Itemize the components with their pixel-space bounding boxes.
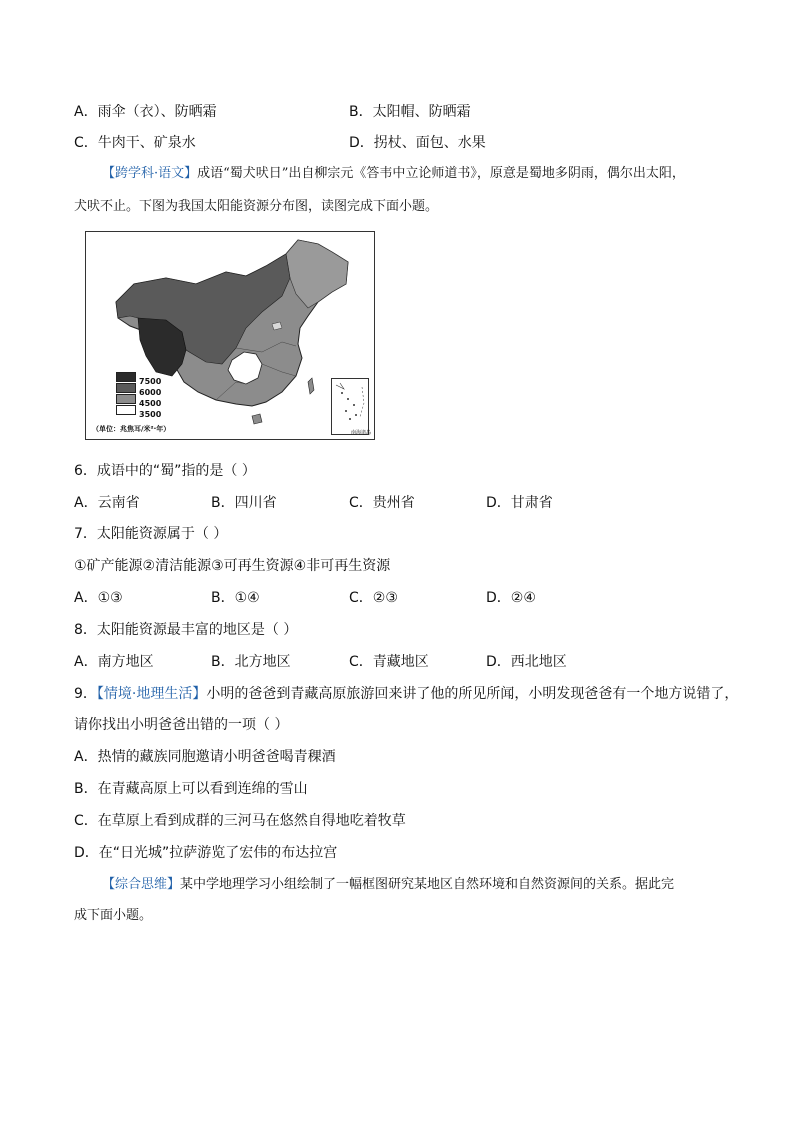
q8-option-d: D．西北地区	[486, 654, 567, 670]
q8-option-c: C．青藏地区	[349, 654, 429, 670]
intro1-line2: 犬吠不止。下图为我国太阳能资源分布图，读图完成下面小题。	[74, 199, 439, 214]
legend-swatch-4500	[116, 394, 136, 404]
q9-option-b: B．在青藏高原上可以看到连绵的雪山	[74, 781, 308, 797]
q7-option-c: C．②③	[349, 590, 398, 606]
solar-resource-map	[85, 231, 375, 440]
legend-swatch-7500	[116, 372, 136, 382]
q9-stem-line2: 请你找出小明爸爸出错的一项（ ）	[74, 717, 289, 733]
q5-option-c: C．牛肉干、矿泉水	[74, 135, 196, 151]
legend-swatch-6000	[116, 383, 136, 393]
q5-option-a: A．雨伞（衣）、防晒霜	[74, 104, 217, 120]
q7-option-d: D．②④	[486, 590, 536, 606]
legend-label-6000: 6000	[139, 387, 162, 397]
south-china-sea-inset	[331, 378, 372, 436]
intro2-tag: 【综合思维】	[102, 877, 181, 892]
q8-option-b: B．北方地区	[211, 654, 291, 670]
q6-option-b: B．四川省	[211, 495, 277, 511]
intro2-text: 某中学地理学习小组绘制了一幅框图研究某地区自然环境和自然资源间的关系。据此完	[180, 877, 675, 892]
legend-unit: （单位：兆焦耳/米²·年）	[92, 425, 171, 433]
q5-option-b: B．太阳帽、防晒霜	[349, 104, 471, 120]
q8-option-a: A．南方地区	[74, 654, 154, 670]
q6-stem: 6．成语中的“蜀”指的是（ ）	[74, 463, 256, 479]
q9-stem-line1	[74, 684, 738, 704]
intro1-tag: 【跨学科·语文】	[102, 166, 198, 181]
intro2-line1	[102, 875, 674, 895]
inset-islands-graphic	[332, 379, 368, 434]
q6-option-a: A．云南省	[74, 495, 140, 511]
q7-choices: ①矿产能源②清洁能源③可再生资源④非可再生资源	[74, 558, 391, 574]
q8-stem: 8．太阳能资源最丰富的地区是（ ）	[74, 622, 298, 638]
map-legend	[116, 371, 162, 419]
intro2-line2: 成下面小题。	[74, 908, 153, 923]
q9-option-c: C．在草原上看到成群的三河马在悠然自得地吃着牧草	[74, 813, 406, 829]
legend-label-7500: 7500	[139, 376, 162, 386]
q9-option-d: D．在“日光城”拉萨游览了宏伟的布达拉宫	[74, 845, 338, 861]
q6-option-d: D．甘肃省	[486, 495, 553, 511]
q9-text: 小明的爸爸到青藏高原旅游回来讲了他的所见所闻，小明发现爸爸有一个地方说错了，	[206, 686, 739, 702]
q9-tag: 【情境·地理生活】	[96, 686, 207, 702]
q9-number: 9．	[74, 686, 97, 702]
legend-label-4500: 4500	[139, 398, 162, 408]
q7-stem: 7．太阳能资源属于（ ）	[74, 526, 228, 542]
q9-option-a: A．热情的藏族同胞邀请小明爸爸喝青稞酒	[74, 749, 336, 765]
inset-label: 南海诸岛	[351, 430, 372, 436]
q6-option-c: C．贵州省	[349, 495, 415, 511]
intro1-text: 成语“蜀犬吠日”出自柳宗元《答韦中立论师道书》，原意是蜀地多阴雨，偶尔出太阳，	[197, 166, 685, 181]
intro1-line1	[102, 164, 685, 184]
q7-option-a: A．①③	[74, 590, 123, 606]
legend-swatch-3500	[116, 405, 136, 415]
legend-label-3500: 3500	[139, 409, 162, 419]
q5-option-d: D．拐杖、面包、水果	[349, 135, 486, 151]
q7-option-b: B．①④	[211, 590, 260, 606]
